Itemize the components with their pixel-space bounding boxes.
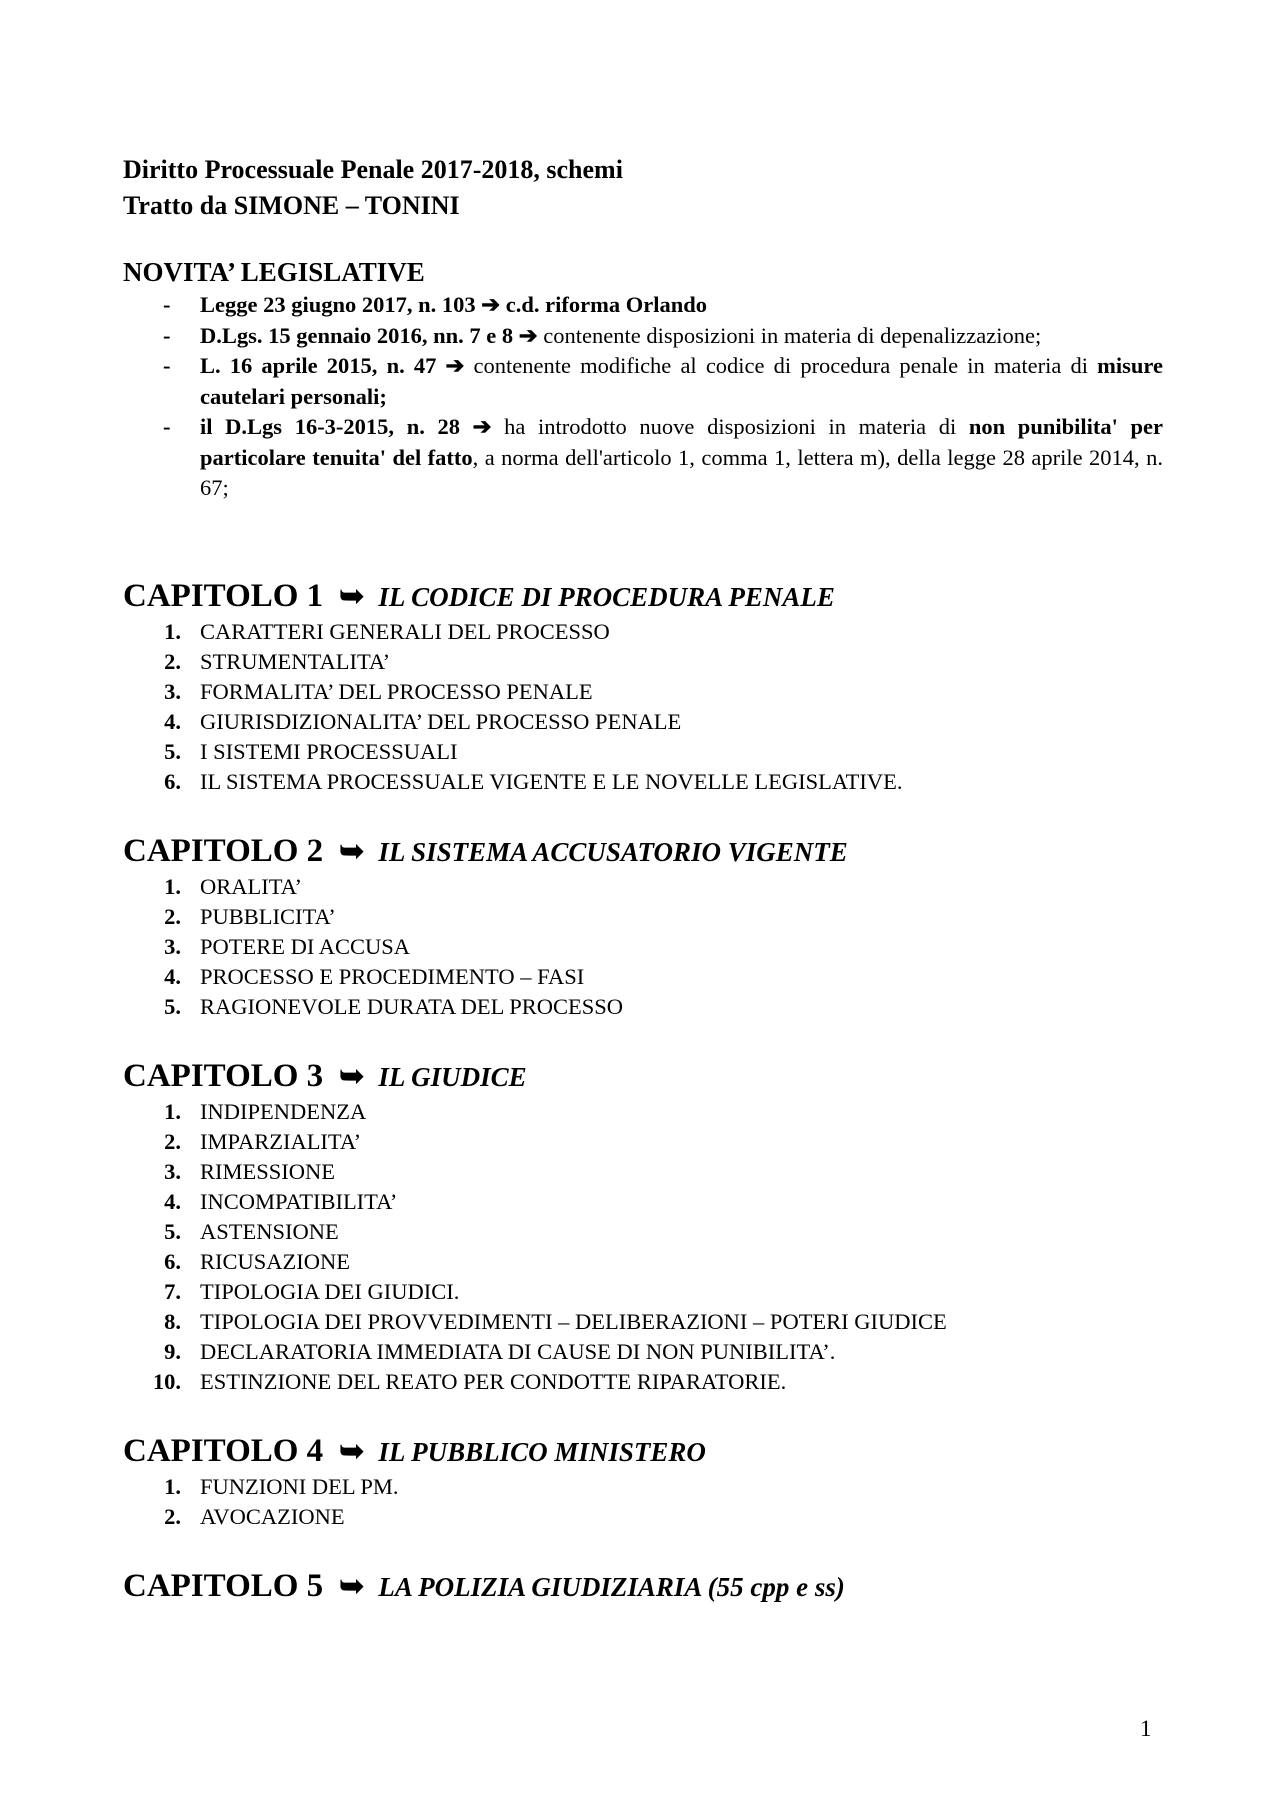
arrow-icon: ➥ xyxy=(339,1059,365,1093)
novita-text: , a norma dell'articolo 1, comma 1, lettera m), della legge 28 aprile 2014, n. 67; xyxy=(200,444,1164,500)
chapter-heading xyxy=(123,831,1163,872)
list-dash-icon: - xyxy=(163,292,171,317)
list-item xyxy=(123,872,1163,902)
list-item-text: IMPARZIALITA’ xyxy=(200,1128,362,1154)
list-item xyxy=(123,1502,1163,1532)
chapter-title: IL CODICE DI PROCEDURA PENALE xyxy=(378,581,835,612)
list-item xyxy=(123,1157,1163,1187)
list-item-text: GIURISDIZIONALITA’ DEL PROCESSO PENALE xyxy=(200,708,682,734)
list-item-text: TIPOLOGIA DEI PROVVEDIMENTI – DELIBERAZIONI – POTERI GIUDICE xyxy=(200,1308,947,1334)
list-item-text: INCOMPATIBILITA’ xyxy=(200,1188,398,1214)
list-item xyxy=(123,767,1163,797)
chapter-label: CAPITOLO 3 xyxy=(123,1057,324,1094)
list-item-text: RIMESSIONE xyxy=(200,1158,336,1184)
chapter-label: CAPITOLO 1 xyxy=(123,577,324,614)
chapter-label: CAPITOLO 2 xyxy=(123,832,324,869)
list-item-text: STRUMENTALITA’ xyxy=(200,648,391,674)
list-item-text: PUBBLICITA’ xyxy=(200,903,336,929)
list-item-text: ESTINZIONE DEL REATO PER CONDOTTE RIPARATORIE. xyxy=(200,1368,787,1394)
list-item-text: PROCESSO E PROCEDIMENTO – FASI xyxy=(200,963,585,989)
list-item xyxy=(123,617,1163,647)
arrow-icon: ➥ xyxy=(339,834,365,868)
arrow-icon: ➥ xyxy=(339,579,365,613)
chapter-title: IL GIUDICE xyxy=(378,1061,527,1092)
page-content xyxy=(123,152,1163,1607)
list-item xyxy=(123,1217,1163,1247)
list-item-number: 4. xyxy=(164,963,181,989)
list-item-text: ASTENSIONE xyxy=(200,1218,339,1244)
list-item-text: FUNZIONI DEL PM. xyxy=(200,1473,399,1499)
novita-bold-text: misure cautelari personali; xyxy=(200,353,1163,409)
chapter-section xyxy=(123,1056,1163,1397)
novita-bold-text: non punibilita' per particolare tenuita' del fatto xyxy=(200,414,1163,470)
novita-list xyxy=(123,290,1163,504)
list-item xyxy=(123,1097,1163,1127)
chapter-list xyxy=(123,617,1163,797)
list-item-text: AVOCAZIONE xyxy=(200,1503,345,1529)
chapter-title: LA POLIZIA GIUDIZIARIA (55 cpp e ss) xyxy=(378,1571,845,1602)
novita-heading: NOVITA’ LEGISLATIVE xyxy=(123,257,425,287)
novita-bold-text: D.Lgs. 15 gennaio 2016, nn. 7 e 8 ➔ xyxy=(200,322,538,348)
list-item-number: 10. xyxy=(152,1368,181,1394)
list-item xyxy=(123,992,1163,1022)
list-item-text: INDIPENDENZA xyxy=(200,1098,367,1124)
list-item xyxy=(123,1367,1163,1397)
novita-bold-text: il D.Lgs 16-3-2015, n. 28 ➔ xyxy=(200,414,492,439)
list-item-text: TIPOLOGIA DEI GIUDICI. xyxy=(200,1278,460,1304)
chapter-heading xyxy=(123,576,1163,617)
chapter-heading xyxy=(123,1566,1163,1607)
list-item-number: 3. xyxy=(164,1158,181,1184)
list-item-number: 3. xyxy=(164,933,181,959)
list-item-number: 2. xyxy=(164,1128,181,1154)
list-dash-icon: - xyxy=(163,353,171,378)
list-item xyxy=(123,1247,1163,1277)
list-item-text: ORALITA’ xyxy=(200,873,302,899)
chapter-list xyxy=(123,1472,1163,1532)
list-item-number: 5. xyxy=(164,738,181,764)
list-item-number: 1. xyxy=(164,618,181,644)
novita-item xyxy=(123,290,1163,321)
list-item-number: 4. xyxy=(164,1188,181,1214)
chapter-title: IL PUBBLICO MINISTERO xyxy=(378,1436,706,1467)
list-dash-icon: - xyxy=(163,322,171,348)
list-item xyxy=(123,737,1163,767)
list-item-number: 3. xyxy=(164,678,181,704)
list-item xyxy=(123,1337,1163,1367)
list-item-number: 5. xyxy=(164,1218,181,1244)
chapter-title: IL SISTEMA ACCUSATORIO VIGENTE xyxy=(378,836,848,867)
list-item xyxy=(123,932,1163,962)
list-item xyxy=(123,1127,1163,1157)
novita-item xyxy=(123,412,1163,504)
list-item xyxy=(123,1472,1163,1502)
list-item-number: 5. xyxy=(164,993,181,1019)
list-item-text: IL SISTEMA PROCESSUALE VIGENTE E LE NOVELLE LEGISLATIVE. xyxy=(200,768,903,794)
list-item xyxy=(123,902,1163,932)
novita-text: ha introdotto nuove disposizioni in materia di xyxy=(491,414,969,439)
list-item-number: 2. xyxy=(164,648,181,674)
list-item-text: RICUSAZIONE xyxy=(200,1248,350,1274)
list-item xyxy=(123,677,1163,707)
list-item-number: 1. xyxy=(164,873,181,899)
novita-item xyxy=(123,321,1163,352)
list-item-number: 2. xyxy=(164,903,181,929)
chapter-section xyxy=(123,1431,1163,1532)
list-item-number: 2. xyxy=(164,1503,181,1529)
list-item-number: 7. xyxy=(164,1278,181,1304)
list-item xyxy=(123,647,1163,677)
chapter-list xyxy=(123,872,1163,1022)
chapter-label: CAPITOLO 5 xyxy=(123,1567,324,1604)
chapter-label: CAPITOLO 4 xyxy=(123,1432,324,1469)
arrow-icon: ➥ xyxy=(339,1434,365,1468)
list-item-text: FORMALITA’ DEL PROCESSO PENALE xyxy=(200,678,593,704)
chapter-section xyxy=(123,831,1163,1022)
list-item xyxy=(123,1277,1163,1307)
list-item-number: 6. xyxy=(164,1248,181,1274)
list-item-number: 1. xyxy=(164,1473,181,1499)
list-item xyxy=(123,707,1163,737)
list-item-number: 9. xyxy=(164,1338,181,1364)
list-dash-icon: - xyxy=(163,414,171,439)
chapters-container xyxy=(123,576,1163,1607)
document-title: Diritto Processuale Penale 2017-2018, schemi xyxy=(123,155,623,184)
list-item-text: RAGIONEVOLE DURATA DEL PROCESSO xyxy=(200,993,624,1019)
list-item-text: DECLARATORIA IMMEDIATA DI CAUSE DI NON PUNIBILITA’. xyxy=(200,1338,836,1364)
page-number: 1 xyxy=(1140,1716,1152,1741)
list-item xyxy=(123,1307,1163,1337)
novita-text: contenente disposizioni in materia di depenalizzazione; xyxy=(537,322,1042,348)
chapter-section xyxy=(123,1566,1163,1607)
list-item xyxy=(123,962,1163,992)
list-item-number: 1. xyxy=(164,1098,181,1124)
chapter-heading xyxy=(123,1431,1163,1472)
chapter-list xyxy=(123,1097,1163,1397)
list-item xyxy=(123,1187,1163,1217)
list-item-number: 8. xyxy=(164,1308,181,1334)
list-item-number: 4. xyxy=(164,708,181,734)
novita-bold-text: Legge 23 giugno 2017, n. 103 ➔ c.d. riforma Orlando xyxy=(200,292,707,317)
chapter-heading xyxy=(123,1056,1163,1097)
chapter-section xyxy=(123,576,1163,797)
arrow-icon: ➥ xyxy=(339,1569,365,1603)
novita-item xyxy=(123,351,1163,412)
list-item-number: 6. xyxy=(164,768,181,794)
list-item-text: CARATTERI GENERALI DEL PROCESSO xyxy=(200,618,610,644)
novita-bold-text: L. 16 aprile 2015, n. 47 ➔ xyxy=(200,353,465,378)
list-item-text: I SISTEMI PROCESSUALI xyxy=(200,738,458,764)
list-item-text: POTERE DI ACCUSA xyxy=(200,933,411,959)
document-subtitle: Tratto da SIMONE – TONINI xyxy=(123,191,460,220)
novita-text: contenente modifiche al codice di procedura penale in materia di xyxy=(464,353,1098,378)
